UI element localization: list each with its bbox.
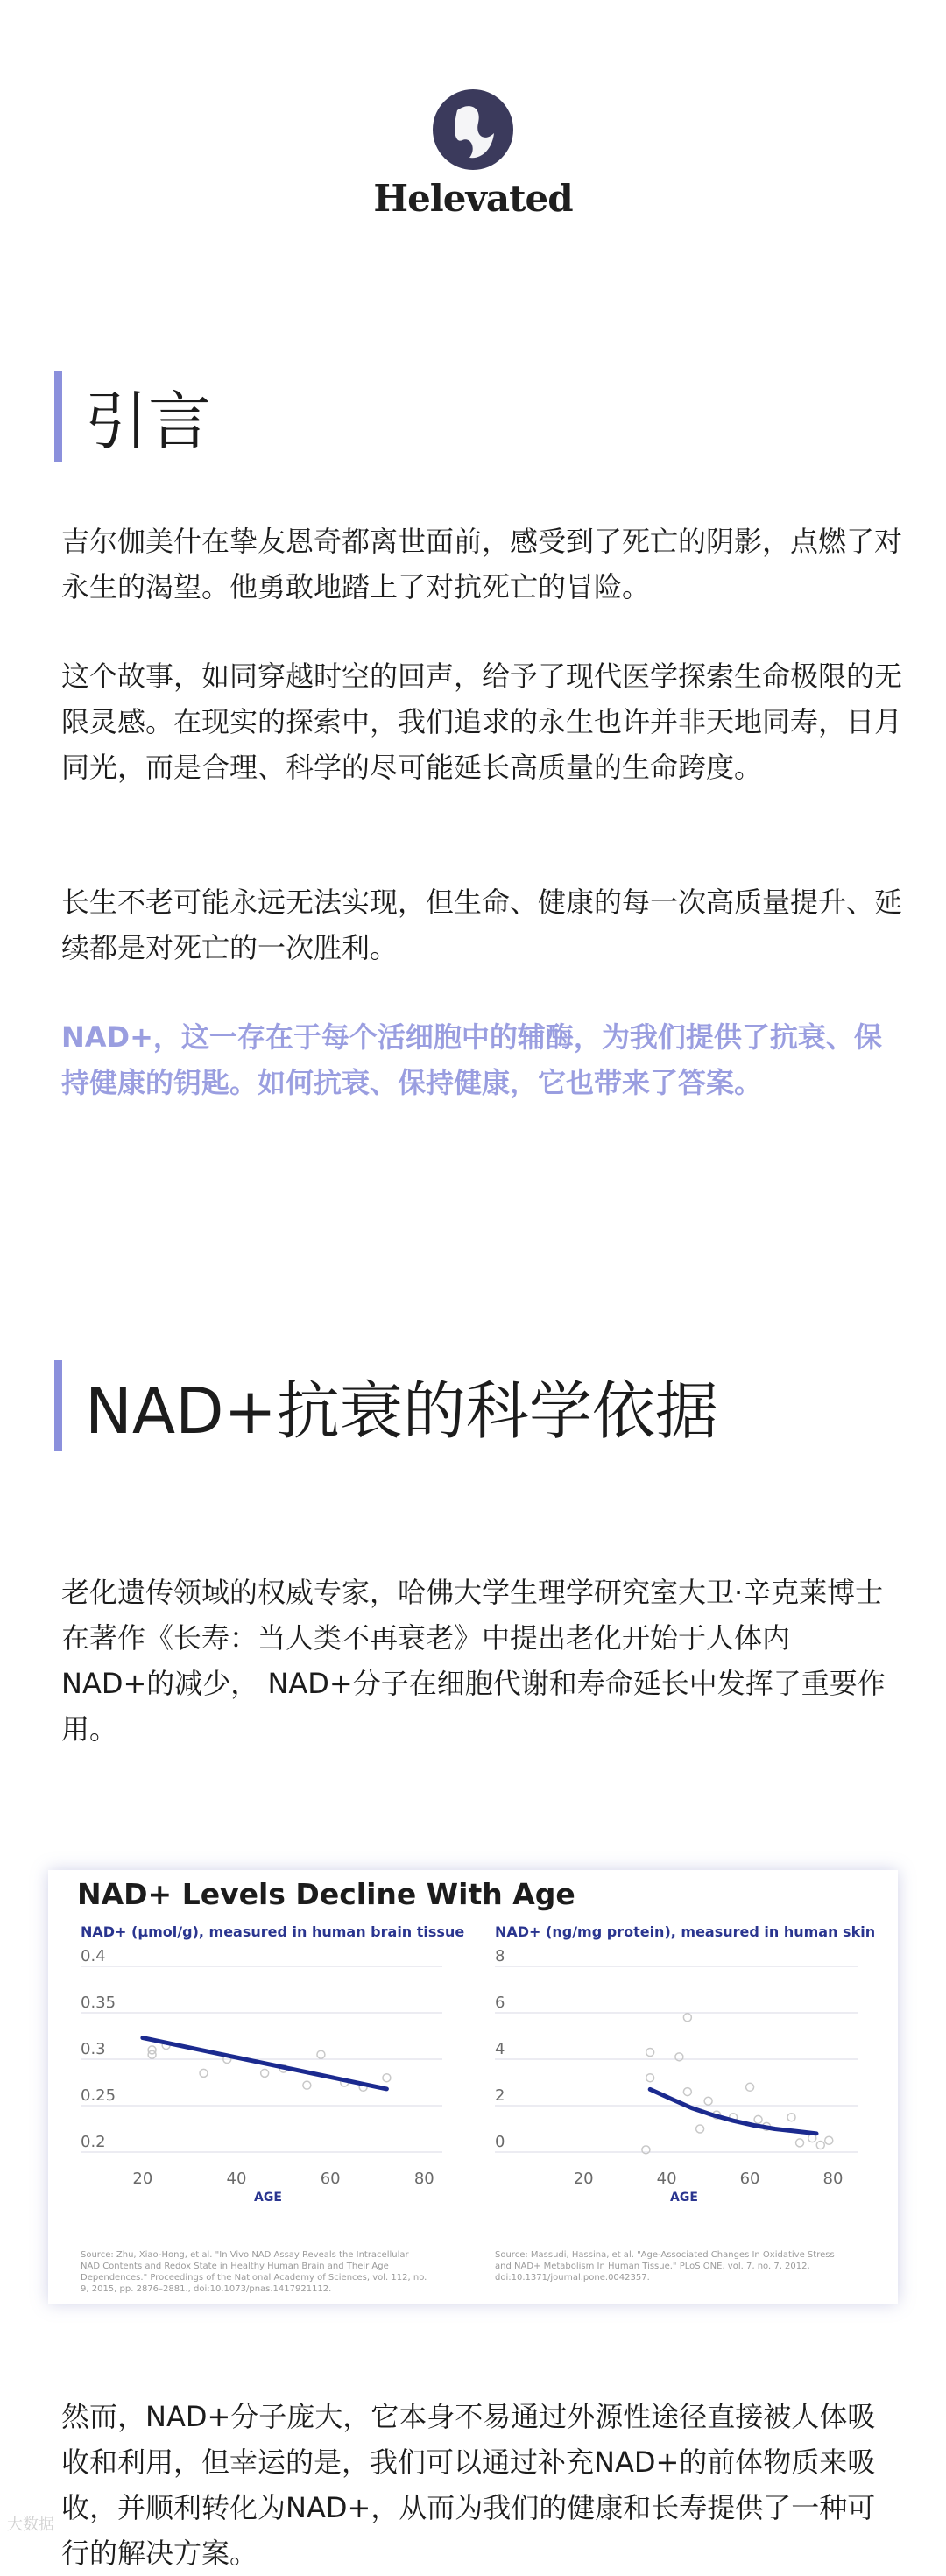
y-tick-label: 0.25 <box>81 2086 116 2105</box>
x-tick-label: 40 <box>226 2170 247 2188</box>
data-point <box>696 2125 704 2133</box>
data-point <box>787 2114 795 2121</box>
y-tick-label: 0.4 <box>81 1947 106 1966</box>
data-point <box>317 2050 325 2058</box>
data-point <box>383 2074 391 2082</box>
data-point <box>200 2069 208 2077</box>
panel-brain-xlabel: AGE <box>254 2191 282 2205</box>
x-tick-label: 80 <box>413 2170 434 2188</box>
data-point <box>261 2069 269 2077</box>
x-tick-label: 60 <box>739 2170 760 2188</box>
data-point <box>754 2115 762 2123</box>
data-point <box>816 2142 824 2149</box>
data-point <box>646 2049 654 2057</box>
science-paragraph-2: 然而，NAD+分子庞大，它本身不易通过外源性途径直接被人体吸收和利用，但幸运的是，我们可以通过补充NAD+的前体物质来吸收，并顺利转化为NAD+，从而为我们的健康和长寿提供了一种可行的解决方案。 <box>61 2400 876 2570</box>
x-tick-label: 80 <box>822 2170 844 2188</box>
y-tick-label: 0.3 <box>81 2040 106 2058</box>
trend-line <box>143 2038 387 2089</box>
trend-line <box>650 2089 816 2133</box>
chart-svg <box>48 1870 898 2304</box>
y-tick-label: 6 <box>495 1994 505 2012</box>
chart-panel-brain <box>81 1923 464 2294</box>
panel-skin-ylabel: NAD+ (ng/mg protein), measured in human skin <box>495 1923 876 1940</box>
data-point <box>746 2083 754 2091</box>
data-point <box>704 2097 712 2105</box>
brand-name: Helevated <box>373 177 573 220</box>
y-tick-label: 0.2 <box>81 2133 106 2151</box>
y-tick-label: 4 <box>495 2040 505 2058</box>
panel-skin-source: Source: Massudi, Hassina, et al. "Age-Associated Changes In Oxidative Stress and NAD+ Metabolism In Human Tissue." PLoS ONE, vol. 7, no. 7, 2012, doi:10.1371/journal.pone.0042357. <box>495 2250 835 2283</box>
intro-paragraph-1: 吉尔伽美什在挚友恩奇都离世面前，感受到了死亡的阴影，点燃了对永生的渴望。他勇敢地踏上了对抗死亡的冒险。 <box>61 525 903 603</box>
y-tick-label: 0.35 <box>81 1994 116 2012</box>
y-tick-label: 0 <box>495 2133 505 2151</box>
data-point <box>303 2081 311 2089</box>
intro-paragraph-3: 长生不老可能永远无法实现，但生命、健康的每一次高质量提升、延续都是对死亡的一次胜利。 <box>61 886 903 964</box>
data-point <box>825 2136 833 2144</box>
x-tick-label: 20 <box>573 2170 594 2188</box>
section-heading-intro: 引言 <box>54 371 211 462</box>
watermark-text: 大数据 <box>7 2516 54 2534</box>
data-point <box>683 2088 691 2096</box>
data-point <box>683 2014 691 2022</box>
x-tick-label: 60 <box>320 2170 341 2188</box>
helevated-logo-icon <box>431 88 515 172</box>
y-tick-label: 8 <box>495 1947 505 1966</box>
x-tick-label: 20 <box>132 2170 153 2188</box>
science-paragraph-1: 老化遗传领域的权威专家，哈佛大学生理学研究室大卫·辛克莱博士在著作《长寿：当人类不再衰老》中提出老化开始于人体内NAD+的减少， NAD+分子在细胞代谢和寿命延长中发挥了重要作用。 <box>61 1576 886 1746</box>
data-point <box>796 2139 804 2147</box>
intro-paragraph-2: 这个故事，如同穿越时空的回声，给予了现代医学探索生命极限的无限灵感。在现实的探索中，我们追求的永生也许并非天地同寿，日月同光，而是合理、科学的尽可能延长高质量的生命跨度。 <box>61 660 903 784</box>
chart-panel-skin <box>495 1923 875 2283</box>
brand-logo <box>0 88 946 220</box>
panel-skin-xlabel: AGE <box>670 2191 698 2205</box>
panel-brain-source: Source: Zhu, Xiao-Hong, et al. "In Vivo NAD Assay Reveals the Intracellular NAD Contents and Redox State in Healthy Human Brain and Their Age Dependences." Proceedings of the National Academy of Sciences, vol. 112, no. 9, 2015, pp. 2876–2881., doi:10.1073/pnas.1417921112. <box>81 2250 427 2294</box>
chart-title: NAD+ Levels Decline With Age <box>77 1877 575 1911</box>
data-point <box>148 2050 156 2058</box>
x-tick-label: 40 <box>656 2170 677 2188</box>
nad-decline-chart <box>48 1870 898 2304</box>
data-point <box>646 2074 654 2082</box>
section-heading-science: NAD+抗衰的科学依据 <box>54 1360 718 1451</box>
y-tick-label: 2 <box>495 2086 505 2105</box>
panel-brain-ylabel: NAD+ (μmol/g), measured in human brain tissue <box>81 1923 465 1940</box>
intro-highlight-paragraph: NAD+，这一存在于每个活细胞中的辅酶，为我们提供了抗衰、保持健康的钥匙。如何抗衰、保持健康，它也带来了答案。 <box>61 1020 882 1099</box>
